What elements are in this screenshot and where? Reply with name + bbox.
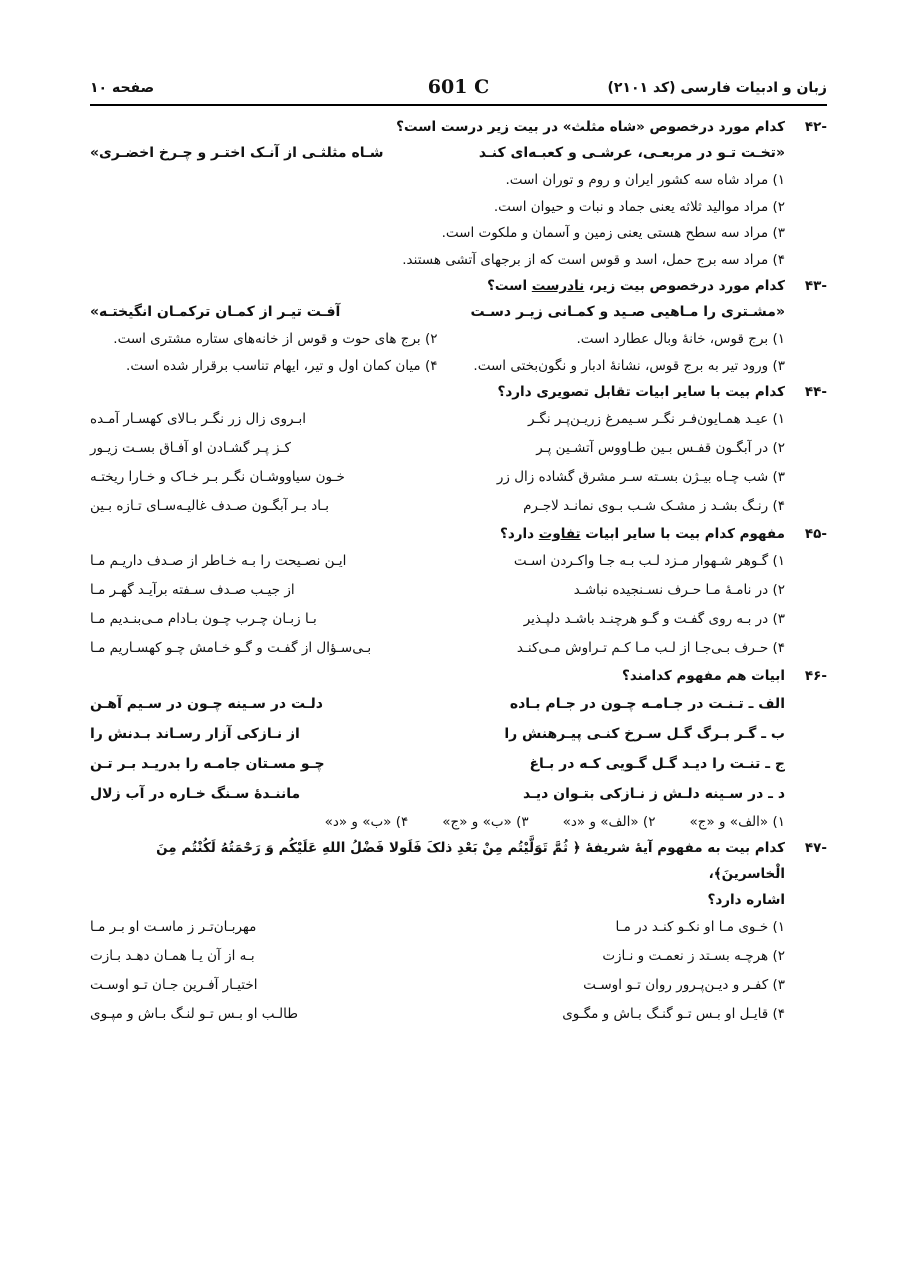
hemistich-1: ۱) گـوهر شـهوار مـزد لـب بـه جـا واکـردن اسـت xyxy=(513,553,785,569)
question-number: -۴۷ xyxy=(804,840,827,856)
question-44 xyxy=(90,379,827,405)
option-2[interactable]: ۲) «الف» و «د» xyxy=(562,814,656,830)
option-4[interactable] xyxy=(90,1000,827,1029)
question-text: کدام مورد درخصوص «شاه مثلث» در بیت زیر درست است؟ xyxy=(396,119,785,135)
hemistich-2: مهربـان‌تـر ز ماسـت او بـر مـا xyxy=(90,919,257,935)
hemistich-2: بـاد بـر آبگـون صـدف غالیـه‌سـای تـازه بـین xyxy=(90,498,330,514)
verse xyxy=(90,299,827,326)
option-1[interactable] xyxy=(90,547,827,576)
option-3[interactable]: ۳) ورود تیر به برج قوس، نشانهٔ ادبار و نگون‌بختی است. xyxy=(473,357,785,374)
hemistich-1: ۴) رنـگ بشـد ز مشـک شـب بـوی نمانـد لاجـرم xyxy=(523,498,785,514)
option-4[interactable]: ۴) «ب» و «د» xyxy=(324,814,409,830)
hemistich-2: شـاه مثلثـی از آنـک اختـر و چـرخ اخضـری» xyxy=(90,145,384,161)
question-number: -۴۳ xyxy=(804,278,827,294)
option-1[interactable]: ۱) مراد شاه سه کشور ایران و روم و توران است. xyxy=(505,172,785,188)
option-3[interactable] xyxy=(90,463,827,492)
subject-title: زبان و ادبیات فارسی (کد ۲۱۰۱) xyxy=(607,80,827,96)
question-47 xyxy=(90,835,827,887)
option-3[interactable]: ۳) «ب» و «ج» xyxy=(442,814,529,830)
hemistich-1: ۱) خـوی مـا او نکـو کنـد در مـا xyxy=(615,919,785,935)
hemistich-2: طالـب او بـس تـو لنـگ بـاش و مپـوی xyxy=(90,1006,298,1022)
option-4[interactable] xyxy=(90,492,827,521)
option-2[interactable] xyxy=(90,942,827,971)
options-row xyxy=(90,326,827,353)
hemistich-2: بـه از آن یـا همـان دهـد بـازت xyxy=(90,948,255,964)
option-2[interactable] xyxy=(90,576,827,605)
question-number: -۴۵ xyxy=(804,526,827,542)
question-text-a: مفهوم کدام بیت با سایر ابیات xyxy=(580,526,785,542)
hemistich-1: ۳) کفـر و دیـن‌پـرور روان تـو اوسـت xyxy=(583,977,785,993)
option-2[interactable]: ۲) مراد موالید ثلاثه یعنی جماد و نبات و حیوان است. xyxy=(493,198,785,215)
question-45 xyxy=(90,521,827,547)
hemistich-2: آفـت تیـر از کمـان ترکمـان انگیختـه» xyxy=(90,304,341,320)
hemistich-1: ب ـ گـر بـرگ گـل سـرخ کنـی پیـرهنش را xyxy=(504,726,785,742)
hemistich-2: از نـازکی آزار رسـاند بـدنش را xyxy=(90,726,300,742)
hemistich-1: د ـ در سـینه دلـش ز نـازکی بتـوان دیـد xyxy=(522,786,785,802)
hemistich-1: ۴) قایـل او بـس تـو گنـگ بـاش و مگـوی xyxy=(562,1006,785,1022)
option-4[interactable]: ۴) میان کمان اول و تیر، ایهام تناسب برقرار شده است. xyxy=(126,357,438,374)
question-text-emphasis: نادرست xyxy=(531,278,585,294)
question-number: -۴۶ xyxy=(804,668,827,684)
hemistich-2: اختیـار آفـرین جـان تـو اوسـت xyxy=(90,977,258,993)
hemistich-2: ایـن نصـیحت را بـه خـاطر از صـدف داریـم مـا xyxy=(90,553,347,569)
verse-alef xyxy=(90,689,827,719)
hemistich-1: ۲) در نامـهٔ مـا حـرف نسـنجیده نباشـد xyxy=(573,582,785,598)
question-text: ابیات هم مفهوم کدامند؟ xyxy=(621,668,785,684)
option-3[interactable]: ۳) مراد سه سطح هستی یعنی زمین و آسمان و ملکوت است. xyxy=(441,225,785,241)
question-43 xyxy=(90,273,827,299)
question-number: -۴۲ xyxy=(804,119,827,135)
hemistich-2: ماننـدهٔ سـنگ خـاره در آب زلال xyxy=(90,786,301,802)
question-46 xyxy=(90,663,827,689)
question-number: -۴۴ xyxy=(804,384,827,400)
hemistich-2: بـا زبـان چـرب چـون بـادام مـی‌بنـدیم مـا xyxy=(90,611,317,627)
hemistich-1: ۴) حـرف بـی‌جـا از لـب مـا کـم تـراوش مـی‌کنـد xyxy=(516,640,785,656)
question-text-emphasis: تفاوت xyxy=(538,526,581,542)
hemistich-1: ۲) هرچـه بسـتد ز نعمـت و نـازت xyxy=(602,948,785,964)
options-row xyxy=(90,353,827,380)
header-divider xyxy=(90,104,827,106)
hemistich-2: چـو مسـتان جامـه را بدریـد بـر تـن xyxy=(90,756,325,772)
option-1[interactable] xyxy=(90,405,827,434)
hemistich-2: از جیـب صـدف سـفته برآیـد گهـر مـا xyxy=(90,582,295,598)
hemistich-2: خـون سیاووشـان نگـر بـر خـاک و خـارا ریختـه xyxy=(90,469,345,485)
question-text-cont: اشاره دارد؟ xyxy=(707,892,785,908)
verse-dal xyxy=(90,779,827,809)
questions xyxy=(90,114,827,1029)
hemistich-1: ج ـ تنـت را دیـد گـل گـویی کـه در بـاغ xyxy=(529,756,785,772)
booklet-code: 601 C xyxy=(427,76,490,98)
hemistich-1: ۳) در بـه روی گفـت و گـو هرچنـد باشـد دلپـذیر xyxy=(523,611,785,627)
hemistich-2: بـی‌سـؤال از گفـت و گـو خـامش چـو کهسـاریم مـا xyxy=(90,640,372,656)
question-text-a: کدام مورد درخصوص بیت زیر، xyxy=(584,278,785,294)
hemistich-1: «مشـتری را مـاهیی صـید و کمـانی زیـر دسـت xyxy=(470,304,785,320)
hemistich-1: ۳) شب چـاه بیـژن بسـته سـر مشرق گشاده زال زر xyxy=(496,469,785,485)
verse-be xyxy=(90,719,827,749)
question-text-b: دارد؟ xyxy=(500,526,539,542)
question-text-b: است؟ xyxy=(487,278,532,294)
answer-options xyxy=(90,809,827,835)
question-47-cont xyxy=(90,887,827,913)
hemistich-2: دلـت در سـینه چـون در سـیم آهـن xyxy=(90,696,323,712)
verse xyxy=(90,140,827,167)
option-1[interactable]: ۱) «الف» و «ج» xyxy=(689,814,785,830)
option-2[interactable] xyxy=(90,434,827,463)
question-text: کدام بیت با سایر ابیات تقابل تصویری دارد؟ xyxy=(497,384,785,400)
page-header xyxy=(90,76,827,104)
option-1[interactable]: ۱) برج قوس، خانهٔ وبال عطارد است. xyxy=(576,331,785,347)
question-42 xyxy=(90,114,827,140)
hemistich-2: کـز پـر گشـادن او آفـاق بسـت زیـور xyxy=(90,440,291,456)
hemistich-1: الف ـ تـنـت در جـامـه چـون در جـام بـاده xyxy=(509,696,785,712)
option-3[interactable] xyxy=(90,605,827,634)
option-4[interactable] xyxy=(90,634,827,663)
hemistich-2: ابـروی زال زر نگـر بـالای کهسـار آمـده xyxy=(90,411,306,427)
page-number: صفحه ۱۰ xyxy=(90,80,155,96)
hemistich-1: ۲) در آبگـون قفـس بـین طـاووس آتشـین پـر xyxy=(536,440,785,456)
option-1[interactable] xyxy=(90,913,827,942)
option-4[interactable]: ۴) مراد سه برج حمل، اسد و قوس است که از برجهای آتشی هستند. xyxy=(402,251,785,268)
hemistich-1: ۱) عیـد همـایون‌فـر نگـر سـیمرغ زریـن‌پـر نگـر xyxy=(527,411,785,427)
question-text: کدام بیت به مفهوم آیهٔ شریفهٔ ﴿ ثُمَّ تَوَلَّیْتُم مِنْ بَعْدِ ذلکَ فَلَولا فَضْلُ اللهِ عَلَیْکُم وَ رَحْمَتُهُ لَکُنْتُم مِنَ الْخاسرینَ﴾، xyxy=(156,840,785,882)
option-3[interactable] xyxy=(90,971,827,1000)
hemistich-1: «تخـت تـو در مربعـی، عرشـی و کعبـه‌ای کنـد xyxy=(478,145,785,161)
verse-jim xyxy=(90,749,827,779)
option-2[interactable]: ۲) برج های حوت و قوس از خانه‌های ستاره مشتری است. xyxy=(113,331,438,347)
